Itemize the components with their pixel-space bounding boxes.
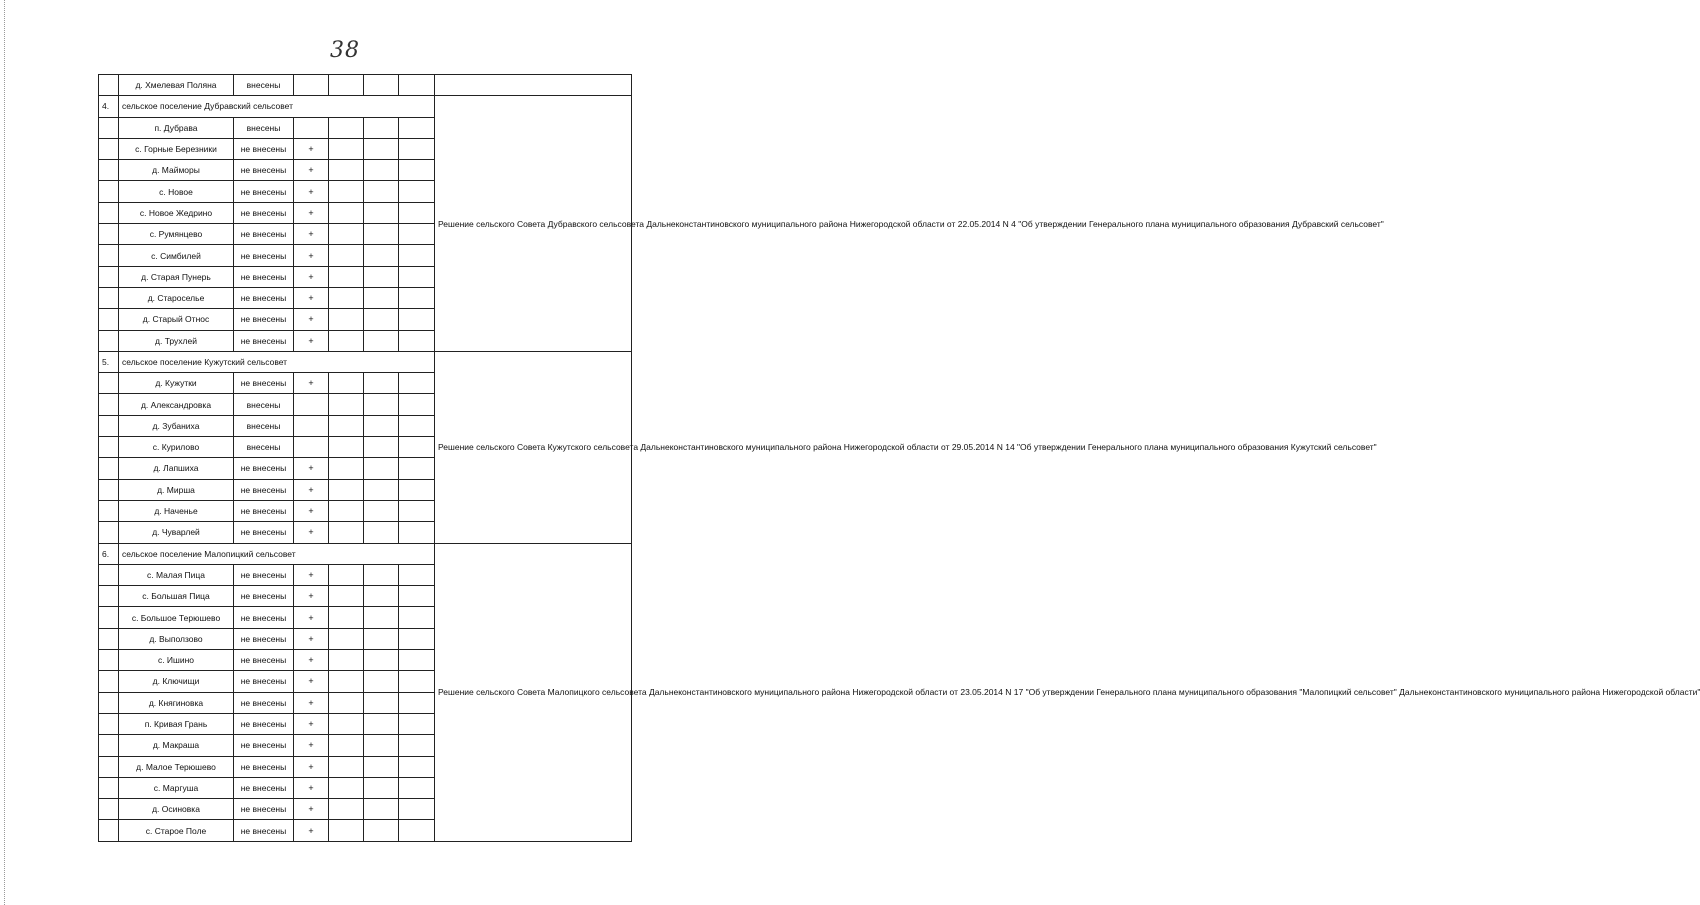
empty-cell	[364, 437, 399, 458]
empty-cell	[329, 415, 364, 436]
settlement-cell: д. Лапшиха	[119, 458, 234, 479]
empty-cell	[329, 75, 364, 96]
settlement-cell: д. Хмелевая Поляна	[119, 75, 234, 96]
section-number: 5.	[99, 351, 119, 372]
settlement-cell: д. Осиновка	[119, 799, 234, 820]
empty-cell	[364, 692, 399, 713]
mark-cell: +	[294, 586, 329, 607]
empty-cell	[399, 671, 435, 692]
row-number-cell	[99, 564, 119, 585]
status-cell: не внесены	[234, 181, 294, 202]
row-number-cell	[99, 75, 119, 96]
empty-cell	[399, 309, 435, 330]
empty-cell	[399, 500, 435, 521]
empty-cell	[329, 692, 364, 713]
settlement-cell: д. Трухлей	[119, 330, 234, 351]
empty-cell	[399, 415, 435, 436]
row-number-cell	[99, 117, 119, 138]
status-cell: не внесены	[234, 671, 294, 692]
settlement-cell: п. Кривая Грань	[119, 713, 234, 734]
empty-cell	[329, 309, 364, 330]
empty-cell	[399, 224, 435, 245]
empty-cell	[329, 138, 364, 159]
row-number-cell	[99, 245, 119, 266]
empty-cell	[329, 117, 364, 138]
empty-cell	[399, 756, 435, 777]
empty-cell	[399, 138, 435, 159]
status-cell: не внесены	[234, 266, 294, 287]
decision-text: Решение сельского Совета Малопицкого сельсовета Дальнеконстантиновского муниципального района Нижегородской области от 23.05.2014 N 17 "Об утверждении Генерального плана муниципального образования "Малопицкий сельсовет" Дальнеконстантиновского муниципального района Нижегородской области"	[435, 543, 632, 841]
empty-cell	[399, 692, 435, 713]
settlement-cell: д. Мирша	[119, 479, 234, 500]
empty-cell	[329, 777, 364, 798]
empty-cell	[329, 224, 364, 245]
mark-cell: +	[294, 266, 329, 287]
empty-cell	[364, 309, 399, 330]
section-title: сельское поселение Дубравский сельсовет	[119, 96, 435, 117]
empty-cell	[399, 437, 435, 458]
status-cell: не внесены	[234, 650, 294, 671]
settlement-cell: с. Симбилей	[119, 245, 234, 266]
status-cell: не внесены	[234, 777, 294, 798]
status-cell: не внесены	[234, 330, 294, 351]
empty-cell	[364, 287, 399, 308]
empty-cell	[399, 287, 435, 308]
empty-cell	[364, 650, 399, 671]
status-cell: внесены	[234, 394, 294, 415]
row-number-cell	[99, 330, 119, 351]
empty-cell	[329, 564, 364, 585]
settlement-cell: д. Княгиновка	[119, 692, 234, 713]
empty-cell	[364, 181, 399, 202]
empty-cell	[399, 777, 435, 798]
empty-cell	[364, 479, 399, 500]
empty-cell	[329, 287, 364, 308]
empty-cell	[364, 671, 399, 692]
empty-cell	[329, 500, 364, 521]
row-number-cell	[99, 181, 119, 202]
empty-cell	[399, 479, 435, 500]
empty-cell	[399, 820, 435, 841]
mark-cell: +	[294, 373, 329, 394]
mark-cell: +	[294, 777, 329, 798]
empty-cell	[329, 735, 364, 756]
empty-cell	[329, 756, 364, 777]
empty-cell	[364, 394, 399, 415]
row-number-cell	[99, 500, 119, 521]
status-cell: не внесены	[234, 458, 294, 479]
settlement-cell: с. Новое	[119, 181, 234, 202]
empty-cell	[364, 713, 399, 734]
empty-cell	[364, 138, 399, 159]
empty-cell	[399, 735, 435, 756]
settlement-cell: с. Курилово	[119, 437, 234, 458]
status-cell: не внесены	[234, 224, 294, 245]
empty-cell	[329, 330, 364, 351]
settlement-cell: д. Александровка	[119, 394, 234, 415]
empty-cell	[364, 75, 399, 96]
settlement-cell: с. Ишино	[119, 650, 234, 671]
status-cell: не внесены	[234, 373, 294, 394]
settlement-cell: с. Старое Поле	[119, 820, 234, 841]
empty-cell	[329, 373, 364, 394]
mark-cell	[294, 117, 329, 138]
status-cell: не внесены	[234, 607, 294, 628]
row-number-cell	[99, 628, 119, 649]
settlement-cell: с. Малая Пица	[119, 564, 234, 585]
empty-cell	[399, 394, 435, 415]
section-title: сельское поселение Малопицкий сельсовет	[119, 543, 435, 564]
row-number-cell	[99, 586, 119, 607]
empty-cell	[364, 735, 399, 756]
row-number-cell	[99, 671, 119, 692]
status-cell: не внесены	[234, 799, 294, 820]
empty-cell	[364, 160, 399, 181]
settlement-cell: с. Большое Терюшево	[119, 607, 234, 628]
empty-cell	[364, 756, 399, 777]
empty-cell	[364, 500, 399, 521]
settlement-cell: с. Горные Березники	[119, 138, 234, 159]
section-number: 6.	[99, 543, 119, 564]
status-cell: не внесены	[234, 138, 294, 159]
empty-cell	[399, 607, 435, 628]
status-cell: не внесены	[234, 735, 294, 756]
settlement-cell: д. Наченье	[119, 500, 234, 521]
section-header-row	[99, 96, 632, 117]
settlement-cell: д. Старая Пунерь	[119, 266, 234, 287]
empty-cell	[329, 245, 364, 266]
settlement-cell: д. Чуварлей	[119, 522, 234, 543]
empty-cell	[364, 266, 399, 287]
section-title: сельское поселение Кужутский сельсовет	[119, 351, 435, 372]
empty-cell	[364, 607, 399, 628]
row-number-cell	[99, 287, 119, 308]
table-body	[99, 75, 1700, 842]
mark-cell: +	[294, 820, 329, 841]
mark-cell: +	[294, 692, 329, 713]
status-cell: внесены	[234, 75, 294, 96]
row-number-cell	[99, 202, 119, 223]
mark-cell: +	[294, 650, 329, 671]
mark-cell: +	[294, 799, 329, 820]
status-cell: не внесены	[234, 245, 294, 266]
mark-cell: +	[294, 138, 329, 159]
empty-cell	[399, 458, 435, 479]
empty-cell	[329, 181, 364, 202]
status-cell: внесены	[234, 437, 294, 458]
empty-cell	[329, 437, 364, 458]
scan-margin-line	[4, 0, 5, 905]
empty-cell	[364, 799, 399, 820]
row-number-cell	[99, 820, 119, 841]
empty-cell	[364, 415, 399, 436]
empty-cell	[364, 564, 399, 585]
settlement-cell: с. Большая Пица	[119, 586, 234, 607]
mark-cell: +	[294, 607, 329, 628]
section-header-row	[99, 543, 632, 564]
empty-cell	[329, 202, 364, 223]
mark-cell: +	[294, 330, 329, 351]
row-number-cell	[99, 650, 119, 671]
status-cell: не внесены	[234, 287, 294, 308]
mark-cell: +	[294, 287, 329, 308]
section-number: 4.	[99, 96, 119, 117]
mark-cell: +	[294, 564, 329, 585]
row-number-cell	[99, 160, 119, 181]
empty-cell	[399, 202, 435, 223]
empty-cell	[364, 820, 399, 841]
empty-cell	[364, 224, 399, 245]
status-cell: не внесены	[234, 309, 294, 330]
mark-cell: +	[294, 756, 329, 777]
empty-cell	[364, 117, 399, 138]
empty-cell	[399, 522, 435, 543]
row-number-cell	[99, 394, 119, 415]
status-cell: не внесены	[234, 820, 294, 841]
section-header-row	[99, 351, 632, 372]
mark-cell: +	[294, 628, 329, 649]
row-number-cell	[99, 437, 119, 458]
empty-cell	[399, 799, 435, 820]
mark-cell: +	[294, 671, 329, 692]
mark-cell: +	[294, 522, 329, 543]
mark-cell: +	[294, 224, 329, 245]
empty-cell	[399, 628, 435, 649]
empty-cell	[329, 160, 364, 181]
status-cell: не внесены	[234, 522, 294, 543]
mark-cell	[294, 394, 329, 415]
empty-cell	[399, 181, 435, 202]
row-number-cell	[99, 607, 119, 628]
empty-cell	[399, 245, 435, 266]
status-cell: внесены	[234, 117, 294, 138]
settlement-cell: д. Кужутки	[119, 373, 234, 394]
mark-cell: +	[294, 181, 329, 202]
row-number-cell	[99, 756, 119, 777]
settlement-cell: д. Зубаниха	[119, 415, 234, 436]
empty-cell	[364, 628, 399, 649]
mark-cell: +	[294, 479, 329, 500]
row-number-cell	[99, 415, 119, 436]
status-cell: не внесены	[234, 628, 294, 649]
row-number-cell	[99, 735, 119, 756]
empty-cell	[364, 330, 399, 351]
settlement-cell: д. Выползово	[119, 628, 234, 649]
empty-cell	[364, 373, 399, 394]
mark-cell: +	[294, 735, 329, 756]
mark-cell	[294, 437, 329, 458]
row-number-cell	[99, 777, 119, 798]
row-number-cell	[99, 692, 119, 713]
settlement-cell: д. Малое Терюшево	[119, 756, 234, 777]
settlement-cell: д. Макраша	[119, 735, 234, 756]
status-cell: не внесены	[234, 479, 294, 500]
empty-cell	[399, 117, 435, 138]
settlement-cell: д. Ключищи	[119, 671, 234, 692]
settlement-cell: п. Дубрава	[119, 117, 234, 138]
empty-cell	[364, 586, 399, 607]
row-number-cell	[99, 224, 119, 245]
settlement-cell: д. Староселье	[119, 287, 234, 308]
page-number: 38	[330, 38, 360, 63]
empty-cell	[399, 713, 435, 734]
status-cell: не внесены	[234, 756, 294, 777]
settlement-cell: д. Майморы	[119, 160, 234, 181]
empty-cell	[329, 266, 364, 287]
status-cell: не внесены	[234, 692, 294, 713]
empty-cell	[399, 586, 435, 607]
mark-cell	[294, 415, 329, 436]
row-number-cell	[99, 713, 119, 734]
mark-cell: +	[294, 202, 329, 223]
mark-cell: +	[294, 160, 329, 181]
mark-cell: +	[294, 309, 329, 330]
empty-cell	[329, 479, 364, 500]
settlement-cell: с. Новое Жедрино	[119, 202, 234, 223]
empty-cell	[329, 671, 364, 692]
empty-cell	[364, 202, 399, 223]
empty-cell	[329, 820, 364, 841]
mark-cell: +	[294, 245, 329, 266]
settlements-table	[98, 74, 1700, 842]
empty-cell	[329, 458, 364, 479]
row-number-cell	[99, 266, 119, 287]
status-cell: не внесены	[234, 202, 294, 223]
mark-cell: +	[294, 500, 329, 521]
decision-cell	[435, 75, 632, 96]
empty-cell	[329, 650, 364, 671]
settlement-cell: с. Румянцево	[119, 224, 234, 245]
decision-text: Решение сельского Совета Дубравского сельсовета Дальнеконстантиновского муниципального района Нижегородской области от 22.05.2014 N 4 "Об утверждении Генерального плана муниципального образования Дубравский сельсовет"	[435, 96, 632, 352]
mark-cell: +	[294, 458, 329, 479]
settlement-cell: д. Старый Относ	[119, 309, 234, 330]
empty-cell	[364, 245, 399, 266]
empty-cell	[399, 75, 435, 96]
status-cell: не внесены	[234, 713, 294, 734]
empty-cell	[329, 799, 364, 820]
empty-cell	[329, 628, 364, 649]
mark-cell: +	[294, 713, 329, 734]
empty-cell	[364, 777, 399, 798]
status-cell: внесены	[234, 415, 294, 436]
status-cell: не внесены	[234, 586, 294, 607]
row-number-cell	[99, 138, 119, 159]
empty-cell	[399, 564, 435, 585]
empty-cell	[364, 522, 399, 543]
empty-cell	[399, 650, 435, 671]
empty-cell	[329, 586, 364, 607]
decision-text: Решение сельского Совета Кужутского сельсовета Дальнеконстантиновского муниципального района Нижегородской области от 29.05.2014 N 14 "Об утверждении Генерального плана муниципального образования Кужутский сельсовет"	[435, 351, 632, 543]
empty-cell	[399, 373, 435, 394]
table-row	[99, 75, 632, 96]
row-number-cell	[99, 458, 119, 479]
empty-cell	[329, 607, 364, 628]
empty-cell	[399, 330, 435, 351]
status-cell: не внесены	[234, 160, 294, 181]
empty-cell	[399, 266, 435, 287]
empty-cell	[399, 160, 435, 181]
row-number-cell	[99, 522, 119, 543]
status-cell: не внесены	[234, 500, 294, 521]
mark-cell	[294, 75, 329, 96]
row-number-cell	[99, 373, 119, 394]
empty-cell	[329, 713, 364, 734]
status-cell: не внесены	[234, 564, 294, 585]
empty-cell	[364, 458, 399, 479]
row-number-cell	[99, 479, 119, 500]
row-number-cell	[99, 799, 119, 820]
row-number-cell	[99, 309, 119, 330]
empty-cell	[329, 522, 364, 543]
settlement-cell: с. Маргуша	[119, 777, 234, 798]
empty-cell	[329, 394, 364, 415]
